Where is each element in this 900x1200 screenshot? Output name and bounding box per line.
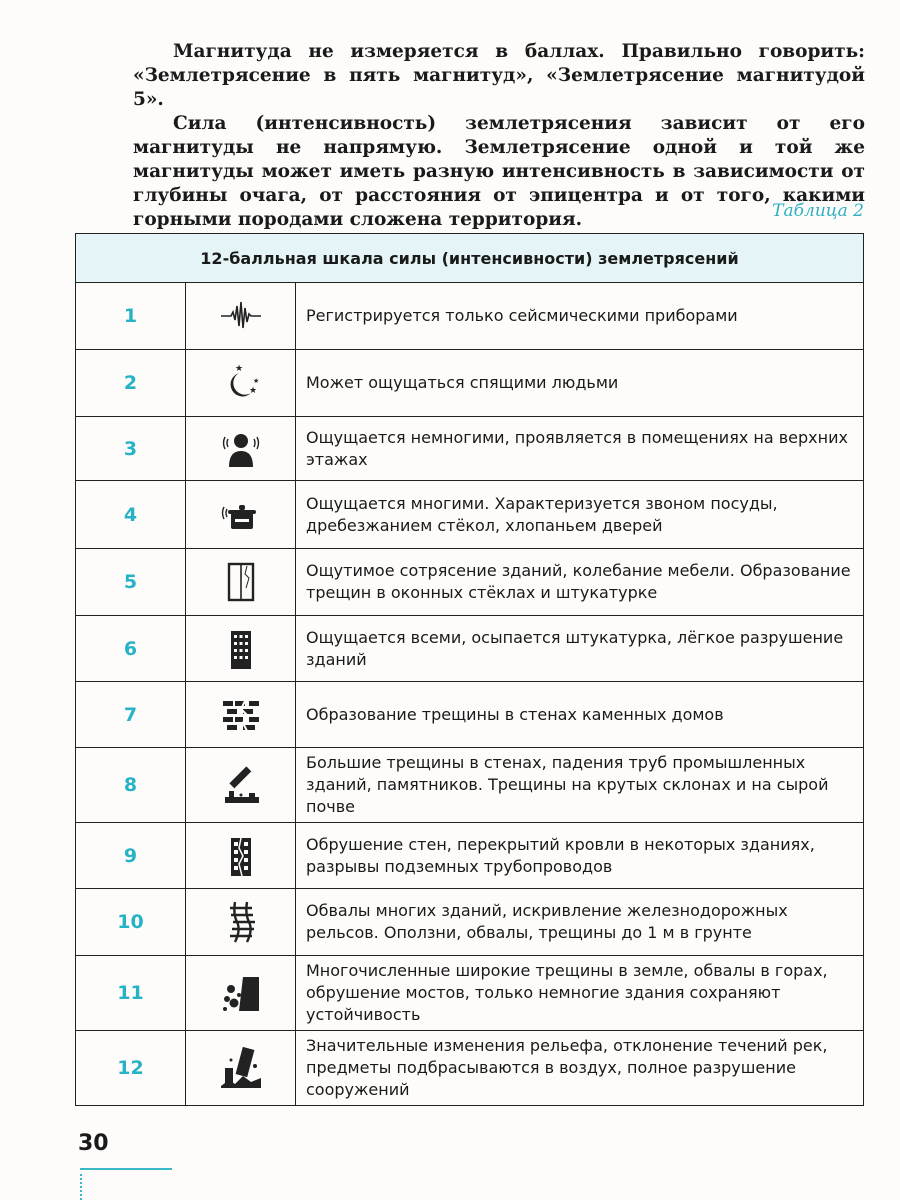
- table-header-row: [76, 234, 864, 283]
- person-vibrating-icon: [219, 427, 263, 471]
- damaged-building-icon: [219, 834, 263, 878]
- table-row: [76, 549, 864, 616]
- table-row: [76, 481, 864, 549]
- scale-number: 8: [76, 748, 186, 823]
- table-row: [76, 748, 864, 823]
- scale-description: Может ощущаться спящими людьми: [296, 350, 864, 417]
- table-row: [76, 1031, 864, 1106]
- pot-rattling-icon: [219, 493, 263, 537]
- cracked-brick-wall-icon: [219, 693, 263, 737]
- moon-stars-icon: [219, 361, 263, 405]
- scale-number: 11: [76, 956, 186, 1031]
- table-row: [76, 682, 864, 748]
- table-row: [76, 616, 864, 682]
- paragraph-magnitude: Магнитуда не измеряется в баллах. Правильно говорить: «Землетрясение в пять магнитуд», «Землетрясение магнитудой 5».: [133, 41, 865, 110]
- table-caption: Таблица 2: [772, 201, 864, 221]
- scale-number: 1: [76, 283, 186, 350]
- table-title: 12-балльная шкала силы (интенсивности) землетрясений: [76, 234, 864, 283]
- scale-number: 12: [76, 1031, 186, 1106]
- cracked-window-icon: [219, 560, 263, 604]
- page-dots-divider: [80, 1174, 82, 1200]
- table-row: [76, 956, 864, 1031]
- table-row: [76, 417, 864, 481]
- svg-text:★: ★: [252, 377, 259, 385]
- rockfall-icon: [219, 971, 263, 1015]
- scale-description: Ощущается всеми, осыпается штукатурка, лёгкое разрушение зданий: [296, 616, 864, 682]
- svg-text:★: ★: [248, 386, 257, 396]
- scale-description: Обвалы многих зданий, искривление железнодорожных рельсов. Оползни, обвалы, трещины до 1 м в грунте: [296, 889, 864, 956]
- scale-description: Обрушение стен, перекрытий кровли в некоторых зданиях, разрывы подземных трубопроводов: [296, 823, 864, 889]
- intro-text: [133, 40, 865, 232]
- table-row: [76, 889, 864, 956]
- scale-description: Образование трещины в стенах каменных домов: [296, 682, 864, 748]
- seismograph-wave-icon: [219, 294, 263, 338]
- scale-number: 6: [76, 616, 186, 682]
- collapsing-buildings-icon: [219, 1046, 263, 1090]
- scale-number: 4: [76, 481, 186, 549]
- table-row: [76, 350, 864, 417]
- scale-description: Большие трещины в стенах, падения труб промышленных зданий, памятников. Трещины на крутых склонах и на сырой почве: [296, 748, 864, 823]
- scale-number: 10: [76, 889, 186, 956]
- scale-description: Многочисленные широкие трещины в земле, обвалы в горах, обрушение мостов, только немногие здания сохраняют устойчивость: [296, 956, 864, 1031]
- scale-number: 3: [76, 417, 186, 481]
- svg-text:★: ★: [234, 364, 243, 374]
- page-rule: [80, 1168, 172, 1170]
- scale-number: 5: [76, 549, 186, 616]
- scale-description: Ощущается немногими, проявляется в помещениях на верхних этажах: [296, 417, 864, 481]
- scale-description: Ощущается многими. Характеризуется звоном посуды, дребезжанием стёкол, хлопаньем дверей: [296, 481, 864, 549]
- scale-number: 2: [76, 350, 186, 417]
- scale-description: Регистрируется только сейсмическими приборами: [296, 283, 864, 350]
- scale-number: 7: [76, 682, 186, 748]
- scale-description: Ощутимое сотрясение зданий, колебание мебели. Образование трещин в оконных стёклах и штукатурке: [296, 549, 864, 616]
- falling-chimney-icon: [219, 763, 263, 807]
- page-number: 30: [78, 1131, 109, 1156]
- building-icon: [219, 627, 263, 671]
- scale-description: Значительные изменения рельефа, отклонение течений рек, предметы подбрасываются в воздух, полное разрушение сооружений: [296, 1031, 864, 1106]
- scale-number: 9: [76, 823, 186, 889]
- intensity-scale-table: [75, 233, 864, 1106]
- table-row: [76, 823, 864, 889]
- table-row: [76, 283, 864, 350]
- paragraph-intensity: Сила (интенсивность) землетрясения зависит от его магнитуды не напрямую. Землетрясение одной и той же магнитуды может иметь разную интенсивность в зависимости от глубины очага, от расстояния от эпицентра и от того, какими горными породами сложена территория.: [133, 113, 865, 230]
- bent-rails-icon: [219, 900, 263, 944]
